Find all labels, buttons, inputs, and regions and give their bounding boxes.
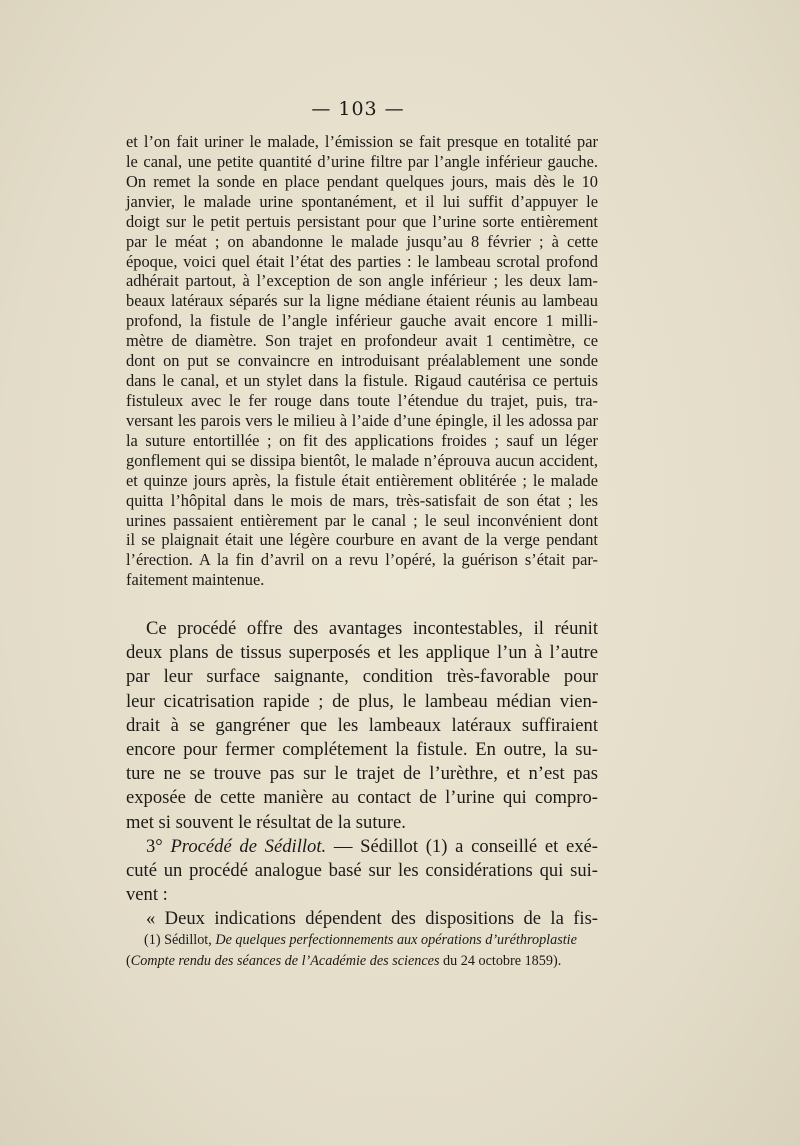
text-line: beaux latéraux séparés sur la ligne médiane étaient réunis au lambeau (126, 291, 598, 311)
text-line: et quinze jours après, la fistule était entièrement oblitérée ; le malade (126, 470, 598, 490)
text-line: mètre de diamètre. Son trajet en profondeur avait 1 centimètre, ce (126, 331, 598, 351)
text-line: doigt sur le petit pertuis persistant pour que l’urine sorte entièrement (126, 211, 598, 231)
text-line: dans le canal, et un stylet dans la fistule. Rigaud cautérisa ce pertuis (126, 371, 598, 391)
text-line: faitement maintenue. (126, 570, 265, 590)
text-line: l’érection. A la fin d’avril on a revu l’opéré, la guérison s’était par- (126, 550, 598, 570)
case-report-paragraph (126, 132, 598, 590)
text-line: vent : (126, 884, 168, 906)
text-line: époque, voici quel était l’état des parties : le lambeau scrotal profond (126, 251, 598, 271)
sedillot-procedure-paragraph (126, 835, 598, 908)
text-line (126, 835, 598, 859)
section-number: 3° (146, 835, 163, 857)
text-line: dont on put se convaincre en introduisant préalablement une sonde (126, 351, 598, 371)
footnote (126, 930, 598, 972)
text-line: adhérait partout, à l’exception de son angle inférieur ; les deux lam- (126, 271, 598, 291)
text-line: fistuleux avec le fer rouge dans toute l’étendue du trajet, puis, tra- (126, 390, 598, 410)
section-heading: Procédé de Sédillot. (170, 835, 327, 857)
main-text (126, 617, 598, 932)
text-line: exposée de cette manière au contact de l’urine qui compro- (126, 787, 598, 809)
footnote-title: De quelques perfectionnements aux opérations d’uréthroplastie (215, 932, 577, 948)
text-line: profond, la fistule de l’angle inférieur gauche avait encore 1 milli- (126, 311, 598, 331)
text-line-rest: — Sédillot (1) a conseillé et exé- (333, 835, 598, 857)
text-line: deux plans de tissus superposés et les applique l’un à l’autre (126, 642, 598, 664)
text-line: « Deux indications dépendent des dispositions de la fis- (146, 908, 598, 930)
text-line: ture ne se trouve pas sur le trajet de l’urèthre, et n’est pas (126, 763, 598, 785)
footnote-date: du 24 octobre 1859). (443, 953, 562, 969)
text-line: par leur surface saignante, condition très-favorable pour (126, 666, 598, 688)
page-number: — 103 — (311, 98, 405, 120)
text-line: quitta l’hôpital dans le mois de mars, très-satisfait de son état ; les (126, 490, 598, 510)
footnote-source: Compte rendu des séances de l’Académie des sciences (130, 953, 440, 969)
text-line: par le méat ; on abandonne le malade jusqu’au 8 février ; à cette (126, 231, 598, 251)
text-line: encore pour fermer complétement la fistule. En outre, la su- (126, 739, 598, 761)
text-line: et l’on fait uriner le malade, l’émission se fait presque en totalité par (126, 132, 598, 151)
text-line: On remet la sonde en place pendant quelques jours, mais dès le 10 (126, 171, 598, 191)
footnote-line (126, 930, 598, 951)
footnote-author: Sédillot, (164, 932, 212, 948)
text-line: versant les parois vers le milieu à l’aide d’une épingle, il les adossa par (126, 410, 598, 430)
text-line: il se plaignait était une légère courbure en avant de la verge pendant (126, 530, 598, 550)
footnote-paren: ( (126, 953, 131, 969)
text-line: le canal, une petite quantité d’urine filtre par l’angle inférieur gauche. (126, 151, 598, 171)
text-line: cuté un procédé analogue basé sur les considérations qui sui- (126, 860, 598, 882)
text-line: Ce procédé offre des avantages incontestables, il réunit (146, 618, 598, 639)
footnote-marker: (1) (144, 932, 161, 948)
evaluation-paragraph (126, 617, 598, 835)
text-line: leur cicatrisation rapide ; de plus, le lambeau médian vien- (126, 690, 598, 712)
text-line: janvier, le malade urine spontanément, et il lui suffit d’appuyer le (126, 191, 598, 211)
footnote-line (126, 951, 598, 972)
text-line: met si souvent le résultat de la suture. (126, 811, 406, 833)
text-line: drait à se gangréner que les lambeaux latéraux suffiraient (126, 714, 598, 736)
quotation-paragraph (126, 907, 598, 931)
text-line: urines passaient entièrement par le canal ; le seul inconvénient dont (126, 510, 598, 530)
text-line: la suture entortillée ; on fit des applications froides ; sauf un léger (126, 430, 598, 450)
text-line: gonflement qui se dissipa bientôt, le malade n’éprouva aucun accident, (126, 450, 598, 470)
